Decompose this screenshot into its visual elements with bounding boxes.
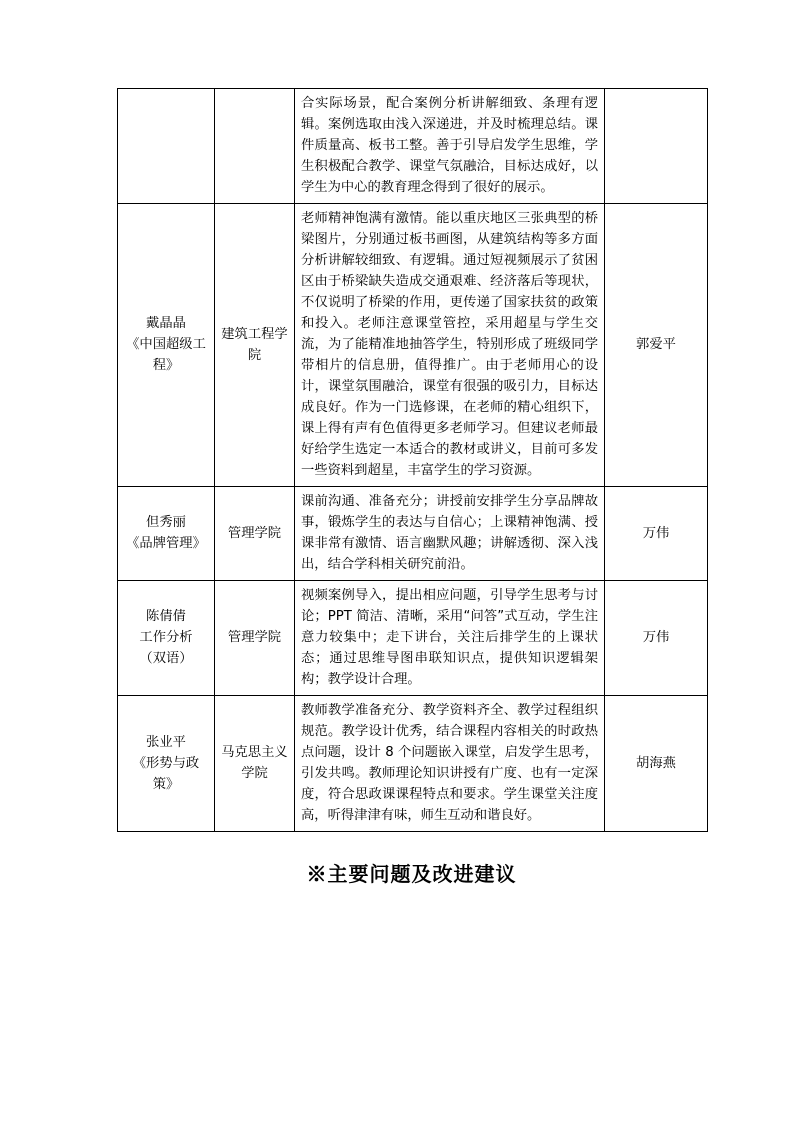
- cell-reviewer: 郭爱平: [605, 204, 708, 487]
- cell-comment: 视频案例导入，提出相应问题，引导学生思考与讨论；PPT 简洁、清晰，采用“问答”式互动，学生注意力较集中；走下讲台，关注后排学生的上课状态；通过思维导图串联知识点，提供知识逻辑架构；教学设计合理。: [295, 581, 605, 696]
- cell-reviewer: 胡海燕: [605, 696, 708, 832]
- cell-teacher-course: [118, 89, 215, 204]
- cell-comment: 课前沟通、准备充分；讲授前安排学生分享品牌故事，锻炼学生的表达与自信心；上课精神饱满、授课非常有激情、语言幽默风趣；讲解透彻、深入浅出，结合学科相关研究前沿。: [295, 487, 605, 581]
- cell-comment: 老师精神饱满有激情。能以重庆地区三张典型的桥梁图片，分别通过板书画图，从建筑结构等多方面分析讲解较细致、有逻辑。通过短视频展示了贫困区由于桥梁缺失造成交通艰难、经济落后等现状，不仅说明了桥梁的作用，更传递了国家扶贫的政策和投入。老师注意课堂管控，采用超星与学生交流，为了能精准地抽答学生，特别形成了班级同学带相片的信息册，值得推广。由于老师用心的设计，课堂氛围融洽，课堂有很强的吸引力，目标达成良好。作为一门选修课，在老师的精心组织下，课上得有声有色值得更多老师学习。但建议老师最好给学生选定一本适合的教材或讲义，目前可多发一些资料到超星，丰富学生的学习资源。: [295, 204, 605, 487]
- cell-comment: 教师教学准备充分、教学资料齐全、教学过程组织规范。教学设计优秀，结合课程内容相关的时政热点问题，设计 8 个问题嵌入课堂，启发学生思考，引发共鸣。教师理论知识讲授有广度、也有一定深度，符合思政课课程特点和要求。学生课堂关注度高，听得津津有味，师生互动和谐良好。: [295, 696, 605, 832]
- table-row: [118, 696, 708, 832]
- table-row: [118, 89, 708, 204]
- cell-reviewer: [605, 89, 708, 204]
- cell-department: 管理学院: [215, 487, 295, 581]
- teaching-review-table: [117, 88, 708, 832]
- table-row: [118, 581, 708, 696]
- cell-department: 建筑工程学院: [215, 204, 295, 487]
- cell-department: 马克思主义学院: [215, 696, 295, 832]
- cell-teacher-course: 张业平 《形势与政策》: [118, 696, 215, 832]
- cell-comment: 合实际场景，配合案例分析讲解细致、条理有逻辑。案例选取由浅入深递进，并及时梳理总结。课件质量高、板书工整。善于引导启发学生思维，学生积极配合教学、课堂气氛融洽，目标达成好，以学生为中心的教育理念得到了很好的展示。: [295, 89, 605, 204]
- cell-reviewer: 万伟: [605, 487, 708, 581]
- table-body: [118, 89, 708, 832]
- cell-department: 管理学院: [215, 581, 295, 696]
- cell-reviewer: 万伟: [605, 581, 708, 696]
- cell-teacher-course: 戴晶晶 《中国超级工程》: [118, 204, 215, 487]
- table-row: [118, 204, 708, 487]
- section-heading: ※主要问题及改进建议: [306, 862, 517, 886]
- cell-teacher-course: 但秀丽 《品牌管理》: [118, 487, 215, 581]
- table-row: [118, 487, 708, 581]
- cell-department: [215, 89, 295, 204]
- cell-teacher-course: 陈倩倩 工作分析 （双语）: [118, 581, 215, 696]
